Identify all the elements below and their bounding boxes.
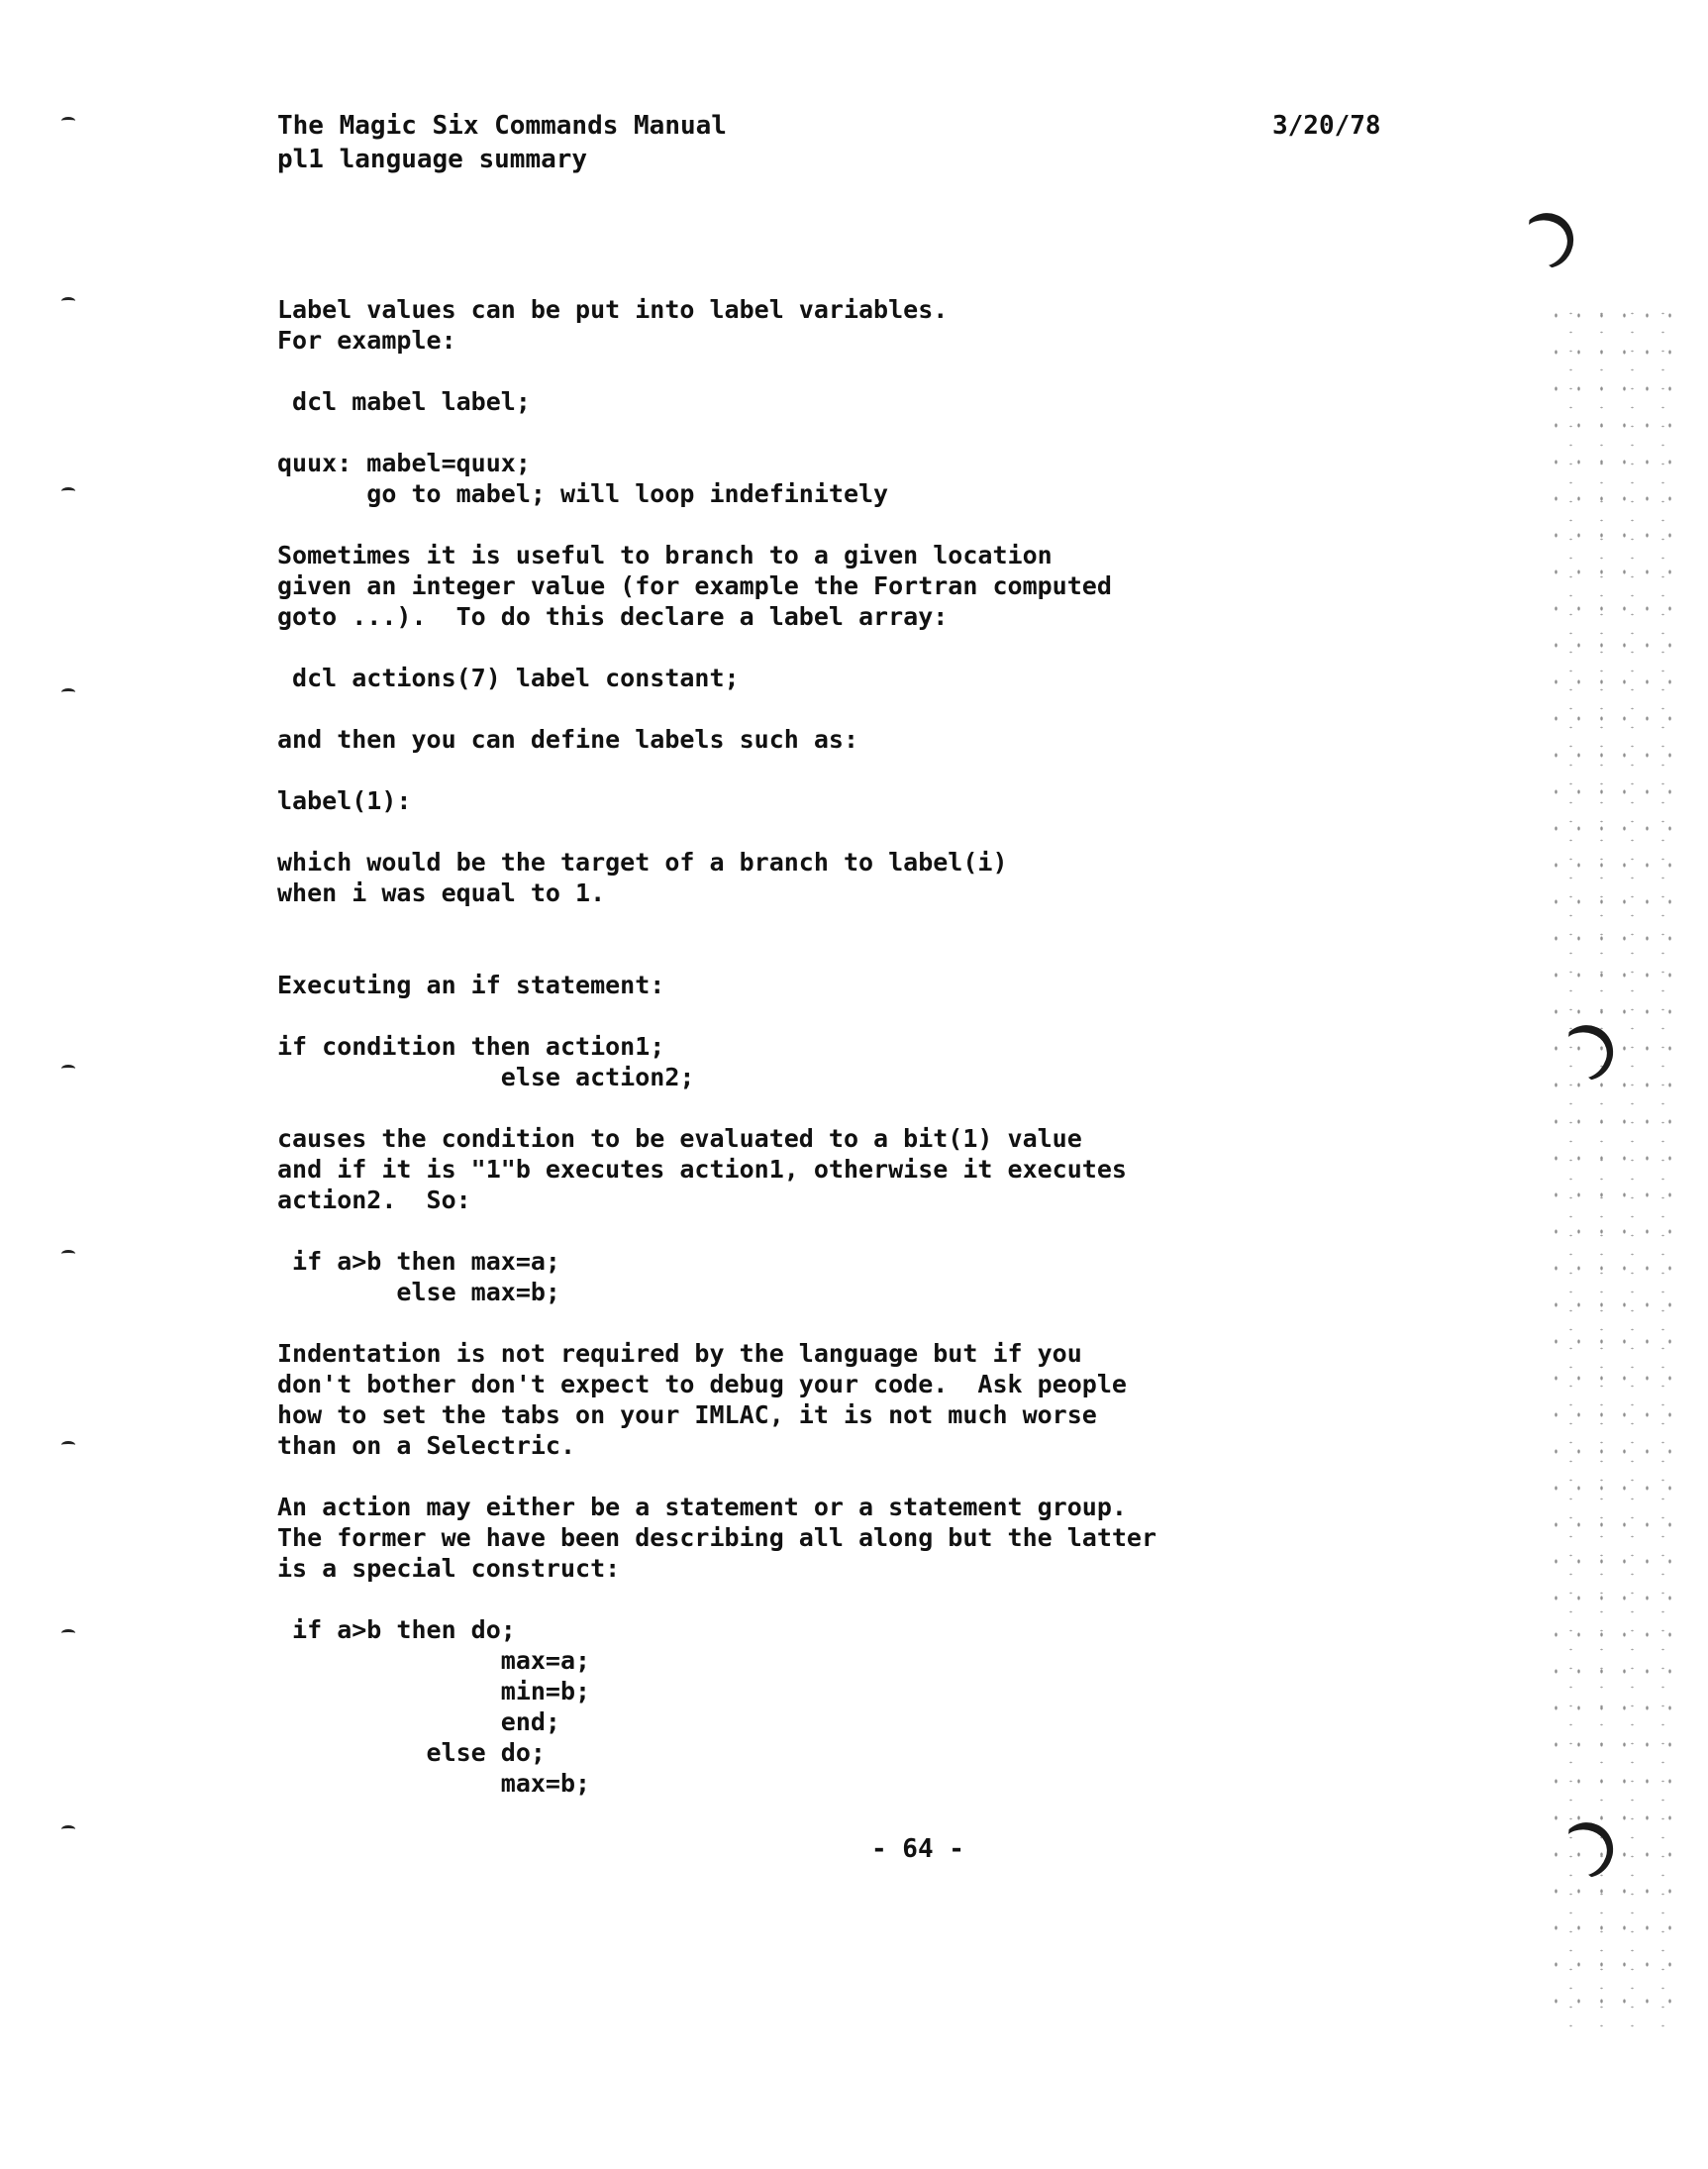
blank-line [277,816,1267,847]
blank-line [277,1461,1267,1492]
text-line: max=a; [277,1646,591,1675]
text-line: and then you can define labels such as: [277,725,858,754]
text-line: goto ...). To do this declare a label array: [277,602,949,631]
text-line: For example: [277,326,456,355]
text-line: when i was equal to 1. [277,878,606,907]
text-line: dcl mabel label; [277,387,531,416]
blank-line [277,939,1267,970]
margin-mark [61,487,75,495]
text-line: An action may either be a statement or a statement group. [277,1493,1127,1521]
section-title: pl1 language summary [277,145,588,174]
blank-line [277,1092,1267,1123]
margin-mark [61,117,75,125]
page-header [277,109,727,176]
text-line: which would be the target of a branch to label(i) [277,848,1008,877]
text-line: if condition then action1; [277,1032,665,1061]
margin-mark [61,297,75,305]
text-line: if a>b then max=a; [277,1247,560,1276]
text-line: Indentation is not required by the language but if you [277,1339,1082,1368]
blank-line [277,356,1267,386]
text-line: min=b; [277,1677,591,1705]
text-line: else max=b; [277,1278,560,1306]
text-line: Label values can be put into label variables. [277,295,949,324]
text-line: quux: mabel=quux; [277,449,531,477]
blank-line [277,1584,1267,1614]
text-line: given an integer value (for example the Fortran computed [277,571,1112,600]
text-line: than on a Selectric. [277,1431,576,1460]
text-line: end; [277,1707,560,1736]
margin-mark [61,1825,75,1833]
margin-mark [61,1629,75,1637]
text-line: go to mabel; will loop indefinitely [277,479,889,508]
text-line: Executing an if statement: [277,971,665,999]
manual-title: The Magic Six Commands Manual [277,111,727,141]
blank-line [277,755,1267,785]
blank-line [277,417,1267,448]
blank-line [277,509,1267,540]
text-line: if a>b then do; [277,1615,516,1644]
margin-mark [61,688,75,696]
text-line: else do; [277,1738,546,1767]
text-line: max=b; [277,1769,591,1798]
scan-noise [1545,297,1683,2030]
header-date: 3/20/78 [1272,111,1381,141]
blank-line [277,1307,1267,1338]
text-line: don't bother don't expect to debug your code. Ask people [277,1370,1127,1398]
binder-hole-top [1512,205,1581,275]
text-line: is a special construct: [277,1554,621,1583]
text-line: else action2; [277,1063,695,1091]
blank-line [277,908,1267,939]
blank-line [277,1215,1267,1246]
page-number: - 64 - [871,1834,964,1864]
margin-mark [61,1250,75,1258]
text-line: label(1): [277,786,412,815]
blank-line [277,632,1267,663]
text-line: The former we have been describing all along but the latter [277,1523,1157,1552]
blank-line [277,1000,1267,1031]
margin-mark [61,1441,75,1449]
body-text [277,294,1267,1799]
text-line: dcl actions(7) label constant; [277,664,740,692]
text-line: action2. So: [277,1186,471,1214]
margin-mark [61,1065,75,1073]
blank-line [277,693,1267,724]
text-line: causes the condition to be evaluated to a bit(1) value [277,1124,1082,1153]
text-line: and if it is "1"b executes action1, otherwise it executes [277,1155,1127,1184]
text-line: how to set the tabs on your IMLAC, it is not much worse [277,1400,1097,1429]
text-line: Sometimes it is useful to branch to a given location [277,541,1053,569]
